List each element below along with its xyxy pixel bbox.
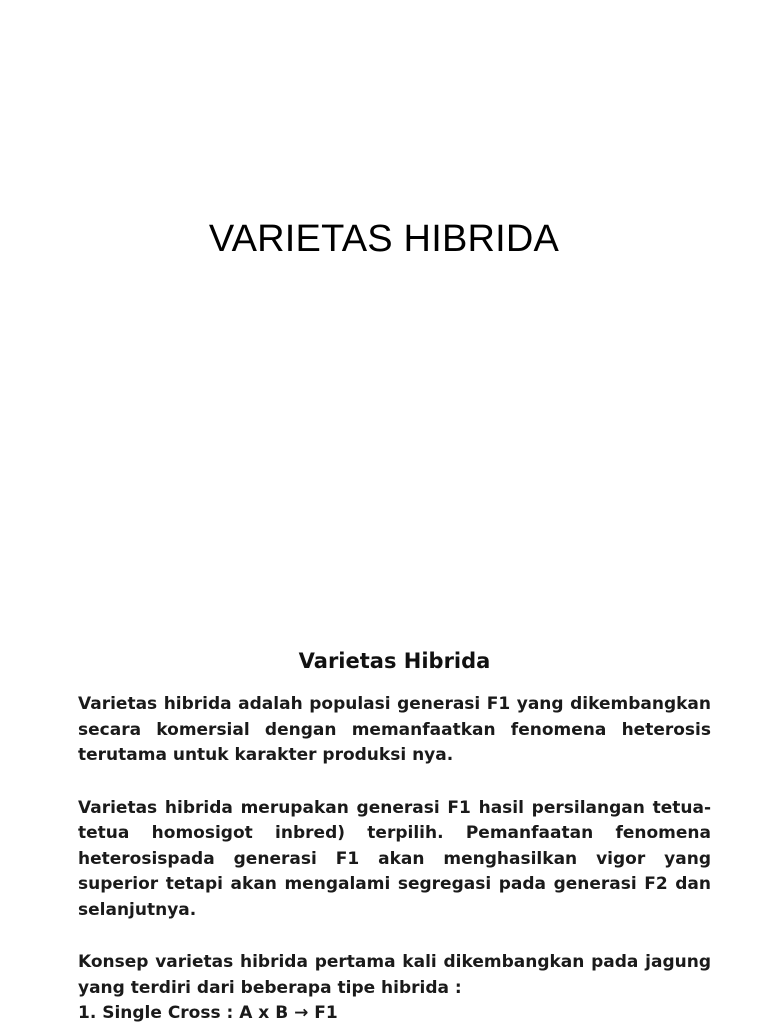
paragraph-concept: Konsep varietas hibrida pertama kali dikembangkan pada jagung yang terdiri dari beberapa tipe hibrida : [78,952,711,998]
slide-title: VARIETAS HIBRIDA [208,218,560,260]
slide-content [78,646,711,1024]
section-heading: Varietas Hibrida [298,649,491,673]
paragraph-generation: Varietas hibrida merupakan generasi F1 hasil persilangan tetua-tetua homosigot inbred) terpilih. Pemanfaatan fenomena heterosispada generasi F1 akan menghasilkan vigor yang superior tetapi akan mengalami segregasi pada generasi F2 dan selanjutnya. [78,797,711,920]
paragraph-definition: Varietas hibrida adalah populasi generasi F1 yang dikembangkan secara komersial dengan memanfaatkan fenomena heterosis terutama untuk karakter produksi nya. [78,694,711,765]
list-item-single-cross: 1. Single Cross : A x B → F1 [78,1003,338,1023]
